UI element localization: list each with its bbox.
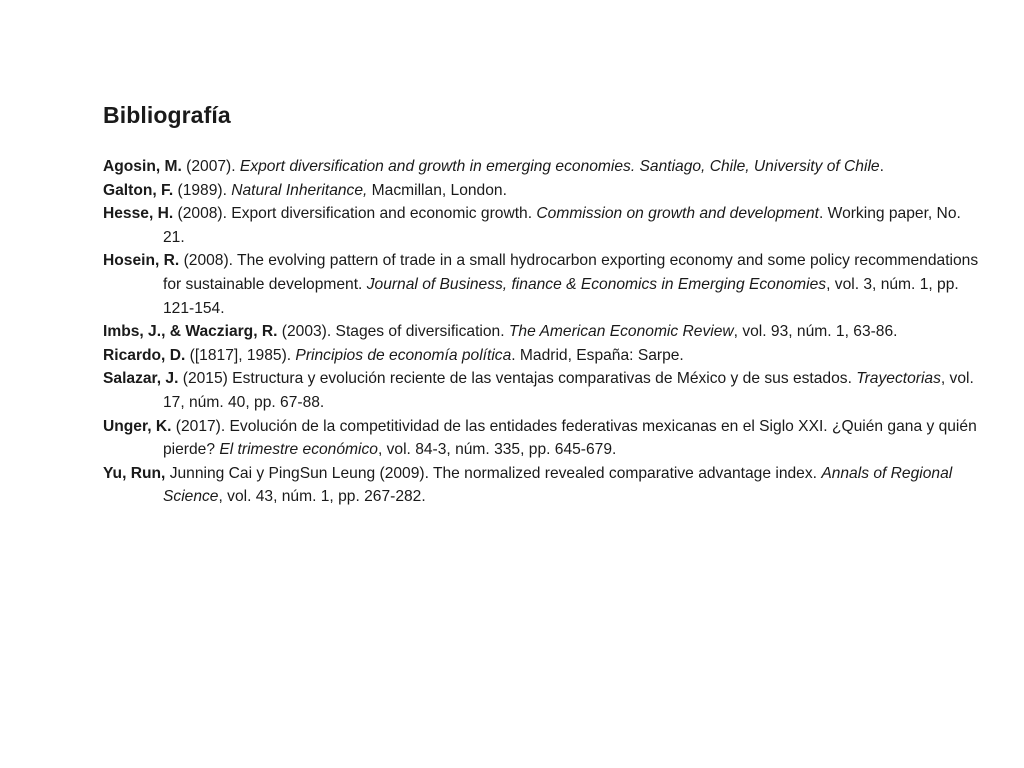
reference-author: Agosin, M.	[103, 158, 182, 175]
reference-text: (1989).	[173, 181, 232, 199]
reference-text: , vol. 17, núm. 40, pp. 67-88.	[163, 370, 974, 411]
reference-author: Imbs, J., & Wacziarg, R.	[103, 323, 278, 341]
reference-title: El trimestre económico	[219, 441, 378, 459]
reference-text: (2008). Export diversification and economic growth.	[173, 205, 537, 223]
reference-author: Salazar, J.	[103, 370, 179, 388]
reference-item	[103, 415, 983, 462]
reference-author: Yu, Run,	[103, 464, 166, 482]
reference-title: Principios de economía política	[295, 346, 512, 364]
reference-author: Hosein, R.	[103, 252, 180, 270]
reference-item	[103, 179, 983, 203]
reference-text: . Madrid, España: Sarpe.	[511, 346, 684, 364]
reference-text: , vol. 93, núm. 1, 63-86.	[733, 323, 898, 341]
reference-text: (2015) Estructura y evolución reciente de las ventajas comparativas de México y de sus estados.	[178, 370, 857, 388]
reference-item	[103, 320, 983, 344]
reference-item	[103, 367, 983, 414]
reference-author: Ricardo, D.	[103, 346, 186, 364]
reference-item	[103, 202, 983, 249]
reference-title: Journal of Business, finance & Economics in Emerging Economies	[366, 275, 827, 293]
bibliography-list	[103, 155, 983, 509]
reference-item	[103, 462, 983, 509]
reference-item	[103, 155, 983, 179]
reference-text: ([1817], 1985).	[185, 346, 296, 364]
reference-author: Galton, F.	[103, 181, 174, 199]
reference-title: Commission on growth and development	[536, 205, 819, 223]
reference-title: Natural Inheritance,	[231, 181, 368, 199]
reference-item	[103, 344, 983, 368]
reference-text: , vol. 3, núm. 1, pp. 121-154.	[163, 275, 959, 317]
reference-author: Hesse, H.	[103, 205, 174, 223]
reference-author: Unger, K.	[103, 417, 172, 435]
reference-text: Junning Cai y PingSun Leung (2009). The normalized revealed comparative advantage index.	[165, 464, 822, 482]
reference-text: (2003). Stages of diversification.	[277, 323, 509, 341]
reference-item	[103, 249, 983, 320]
reference-title: The American Economic Review	[508, 323, 734, 341]
reference-text: , vol. 84-3, núm. 335, pp. 645-679.	[377, 441, 617, 459]
reference-text: (2008). The evolving pattern of trade in a small hydrocarbon exporting economy and some policy recommendations for sustainable development.	[163, 252, 979, 293]
reference-title: Trayectorias	[856, 370, 941, 388]
page-title: Bibliografía	[103, 102, 231, 128]
reference-text: (2007).	[181, 158, 240, 175]
reference-text: (2017). Evolución de la competitividad de las entidades federativas mexicanas en el Siglo XXI. ¿Quién gana y quién pierde?	[163, 417, 977, 459]
reference-title: Annals of Regional Science	[163, 464, 953, 506]
reference-text: Macmillan, London.	[367, 181, 507, 199]
reference-title: Export diversification and growth in emerging economies. Santiago, Chile, University of Chile	[239, 158, 880, 175]
reference-text: . Working paper, No. 21.	[163, 205, 961, 246]
reference-text: .	[879, 158, 884, 175]
reference-text: , vol. 43, núm. 1, pp. 267-282.	[218, 488, 426, 506]
